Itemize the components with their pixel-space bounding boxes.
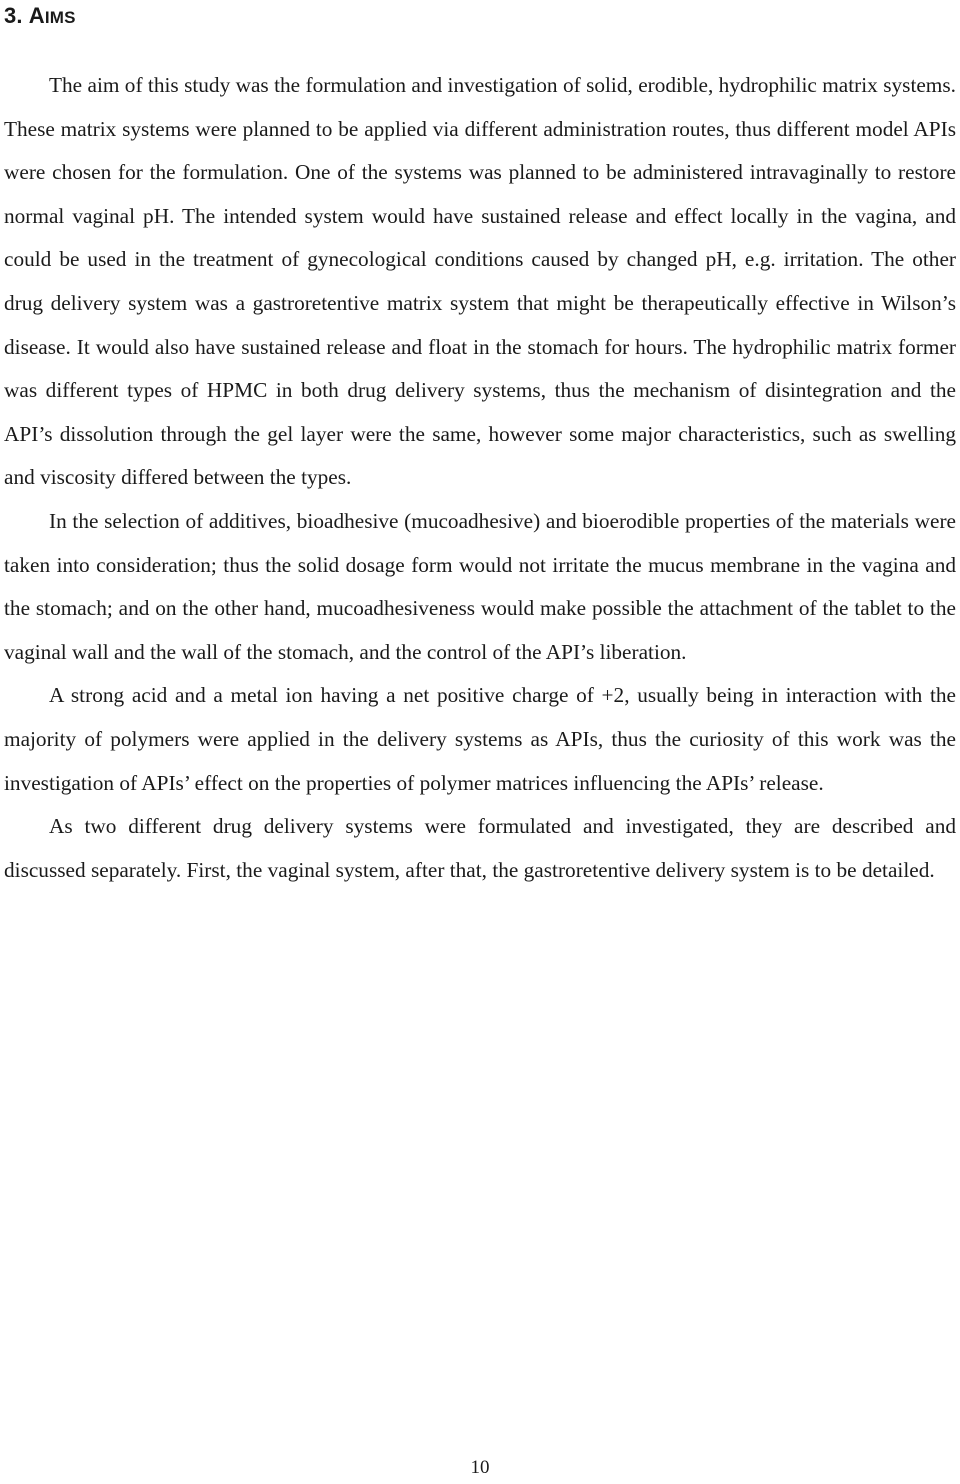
paragraph-aims-overview: The aim of this study was the formulation and investigation of solid, erodible, hydrophilic matrix systems. These matrix systems were planned to be applied via different administration routes, thus different model APIs were chosen for the formulation. One of the systems was planned to be administered intravaginally to restore normal vaginal pH. The intended system would have sustained release and effect locally in the vagina, and could be used in the treatment of gynecological conditions caused by changed pH, e.g. irritation. The other drug delivery system was a gastroretentive matrix system that might be therapeutically effective in Wilson’s disease. It would also have sustained release and float in the stomach for hours. The hydrophilic matrix former was different types of HPMC in both drug delivery systems, thus the mechanism of disintegration and the API’s dissolution through the gel layer were the same, however some major characteristics, such as swelling and viscosity differed between the types.	[4, 73, 956, 490]
paragraph-systems-outline: As two different drug delivery systems were formulated and investigated, they are described and discussed separately. First, the vaginal system, after that, the gastroretentive delivery system is to be detailed.	[4, 814, 956, 882]
section-number: 3.	[4, 3, 23, 28]
paragraph-api-interaction: A strong acid and a metal ion having a net positive charge of +2, usually being in interaction with the majority of polymers were applied in the delivery systems as APIs, thus the curiosity of this work was the investigation of APIs’ effect on the properties of polymer matrices influencing the APIs’ release.	[4, 683, 956, 795]
section-title-initial: A	[28, 3, 45, 28]
section-heading	[4, 2, 76, 32]
section-title-rest: IMS	[44, 8, 76, 27]
section-body	[4, 64, 956, 892]
paragraph-additives-selection: In the selection of additives, bioadhesive (mucoadhesive) and bioerodible properties of the materials were taken into consideration; thus the solid dosage form would not irritate the mucus membrane in the vagina and the stomach; and on the other hand, mucoadhesiveness would make possible the attachment of the tablet to the vaginal wall and the wall of the stomach, and the control of the API’s liberation.	[4, 508, 956, 664]
page-number: 10	[470, 1457, 490, 1478]
